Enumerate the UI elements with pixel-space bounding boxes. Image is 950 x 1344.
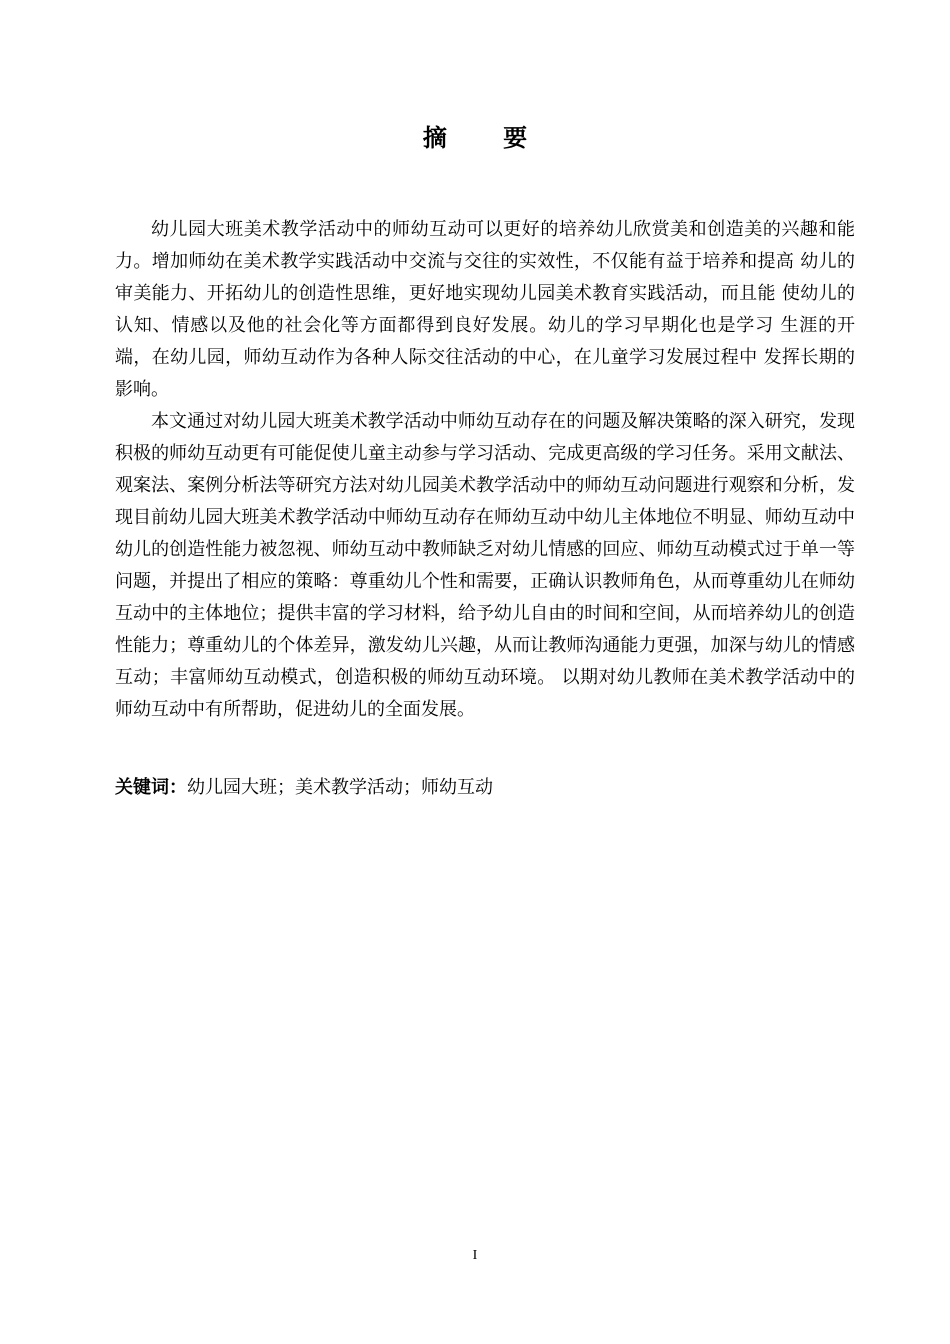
page-title: 摘 要	[422, 123, 552, 152]
keywords-label: 关键词：	[115, 777, 187, 798]
keywords-text: 幼儿园大班；美术教学活动；师幼互动	[187, 777, 493, 798]
abstract-paragraph-1: 幼儿园大班美术教学活动中的师幼互动可以更好的培养幼儿欣赏美和创造美的兴趣和能力。增加师幼在美术教学实践活动中交流与交往的实效性，不仅能有益于培养和提高 幼儿的审美能力、开拓幼儿的创造性思维，更好地实现幼儿园美术教育实践活动，而且能 使幼儿的认知、情感以及他的社会化等方面都得到良好发展。幼儿的学习早期化也是学习 生涯的开端，在幼儿园，师幼互动作为各种人际交往活动的中心，在儿童学习发展过程中 发挥长期的影响。	[115, 219, 855, 400]
page-number: I	[472, 1248, 478, 1263]
keywords-line	[115, 772, 855, 804]
abstract-paragraph-2: 本文通过对幼儿园大班美术教学活动中师幼互动存在的问题及解决策略的深入研究，发现积极的师幼互动更有可能促使儿童主动参与学习活动、完成更高级的学习任务。采用文献法、观案法、案例分析法等研究方法对幼儿园美术教学活动中的师幼互动问题进行观察和分析，发现目前幼儿园大班美术教学活动中师幼互动存在师幼互动中幼儿主体地位不明显、师幼互动中幼儿的创造性能力被忽视、师幼互动中教师缺乏对幼儿情感的回应、师幼互动模式过于单一等问题，并提出了相应的策略：尊重幼儿个性和需要，正确认识教师角色，从而尊重幼儿在师幼互动中的主体地位；提供丰富的学习材料，给予幼儿自由的时间和空间，从而培养幼儿的创造性能力；尊重幼儿的个体差异，激发幼儿兴趣，从而让教师沟通能力更强，加深与幼儿的情感互动；丰富师幼互动模式，创造积极的师幼互动环境。 以期对幼儿教师在美术教学活动中的师幼互动中有所帮助，促进幼儿的全面发展。	[115, 411, 855, 720]
abstract-body	[115, 214, 855, 726]
